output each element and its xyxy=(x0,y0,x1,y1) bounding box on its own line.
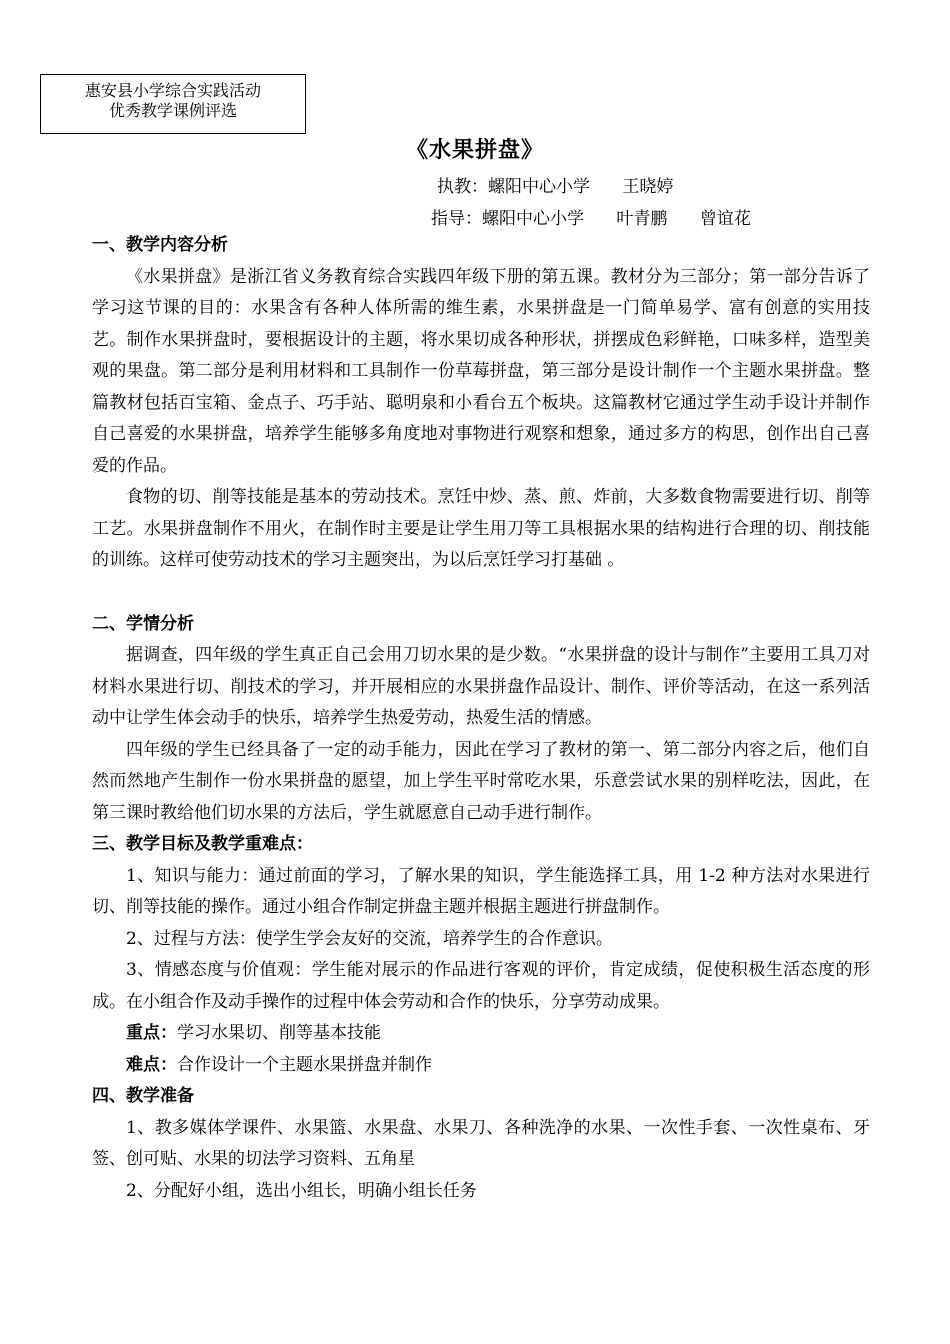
document-title: 《水果拼盘》 xyxy=(405,138,544,163)
difficult-point-text: 合作设计一个主题水果拼盘并制作 xyxy=(177,1054,432,1075)
paragraph: 据调查，四年级的学生真正自己会用刀切水果的是少数。“水果拼盘的设计与制作”主要用工具刀对材料水果进行切、削技术的学习，并开展相应的水果拼盘作品设计、制作、评价等活动，在这一系列活动中让学生体会动手的快乐，培养学生热爱劳动，热爱生活的情感。 xyxy=(92,645,870,728)
paragraph: 食物的切、削等技能是基本的劳动技术。烹饪中炒、蒸、煎、炸前，大多数食物需要进行切、削等工艺。水果拼盘制作不用火，在制作时主要是让学生用刀等工具根据水果的结构进行合理的切、削技能的训练。这样可使劳动技术的学习主题突出，为以后烹饪学习打基础 。 xyxy=(92,487,870,570)
contest-label-box xyxy=(40,74,306,134)
section-heading-learner-analysis: 二、学情分析 xyxy=(92,613,194,634)
difficult-point-label: 难点： xyxy=(126,1054,177,1075)
difficult-point xyxy=(92,1050,870,1082)
paragraph: 《水果拼盘》是浙江省义务教育综合实践四年级下册的第五课。教材分为三部分；第一部分告诉了学习这节课的目的：水果含有各种人体所需的维生素，水果拼盘是一门简单易学、富有创意的实用技艺。制作水果拼盘时，要根据设计的主题，将水果切成各种形状，拼摆成色彩鲜艳，口味多样，造型美观的果盘。第二部分是利用材料和工具制作一份草莓拼盘，第三部分是设计制作一个主题水果拼盘。整篇教材包括百宝箱、金点子、巧手站、聪明泉和小看台五个板块。这篇教材它通过学生动手设计并制作自己喜爱的水果拼盘，培养学生能够多角度地对事物进行观察和想象，通过多方的构思，创作出自己喜爱的作品。 xyxy=(92,266,870,476)
paragraph: 2、分配好小组，选出小组长，明确小组长任务 xyxy=(126,1180,477,1201)
document-body xyxy=(92,230,870,1207)
key-point-text: 学习水果切、削等基本技能 xyxy=(177,1023,381,1043)
teacher-byline: 执教：螺阳中心小学 王晓婷 xyxy=(437,177,674,197)
paragraph: 四年级的学生已经具备了一定的动手能力，因此在学习了教材的第一、第二部分内容之后，他们自然而然地产生制作一份水果拼盘的愿望，加上学生平时常吃水果，乐意尝试水果的别样吃法，因此，在第三课时教给他们切水果的方法后，学生就愿意自己动手进行制作。 xyxy=(92,739,870,823)
key-point-label: 重点： xyxy=(126,1023,177,1043)
paragraph: 1、知识与能力：通过前面的学习，了解水果的知识，学生能选择工具，用 1-2 种方法对水果进行切、削等技能的操作。通过小组合作制定拼盘主题并根据主题进行拼盘制作。 xyxy=(92,865,870,917)
contest-label-line1: 惠安县小学综合实践活动 xyxy=(84,81,261,100)
spacer xyxy=(92,577,870,609)
advisor-byline: 指导：螺阳中心小学 叶青鹏 曾谊花 xyxy=(431,209,751,229)
paragraph: 2、过程与方法：使学生学会友好的交流，培养学生的合作意识。 xyxy=(126,928,613,949)
section-heading-content-analysis: 一、教学内容分析 xyxy=(92,235,228,255)
key-point xyxy=(92,1018,870,1050)
paragraph: 3、情感态度与价值观：学生能对展示的作品进行客观的评价，肯定成绩，促使积极生活态度的形成。在小组合作及动手操作的过程中体会劳动和合作的快乐，分享劳动成果。 xyxy=(92,960,870,1012)
paragraph: 1、教多媒体学课件、水果篮、水果盘、水果刀、各种洗净的水果、一次性手套、一次性桌布、牙签、创可贴、水果的切法学习资料、五角星 xyxy=(92,1117,870,1169)
section-heading-objectives: 三、教学目标及教学重难点： xyxy=(92,834,313,854)
section-heading-preparation: 四、教学准备 xyxy=(92,1086,194,1106)
contest-label-line2: 优秀教学课例评选 xyxy=(108,101,237,120)
